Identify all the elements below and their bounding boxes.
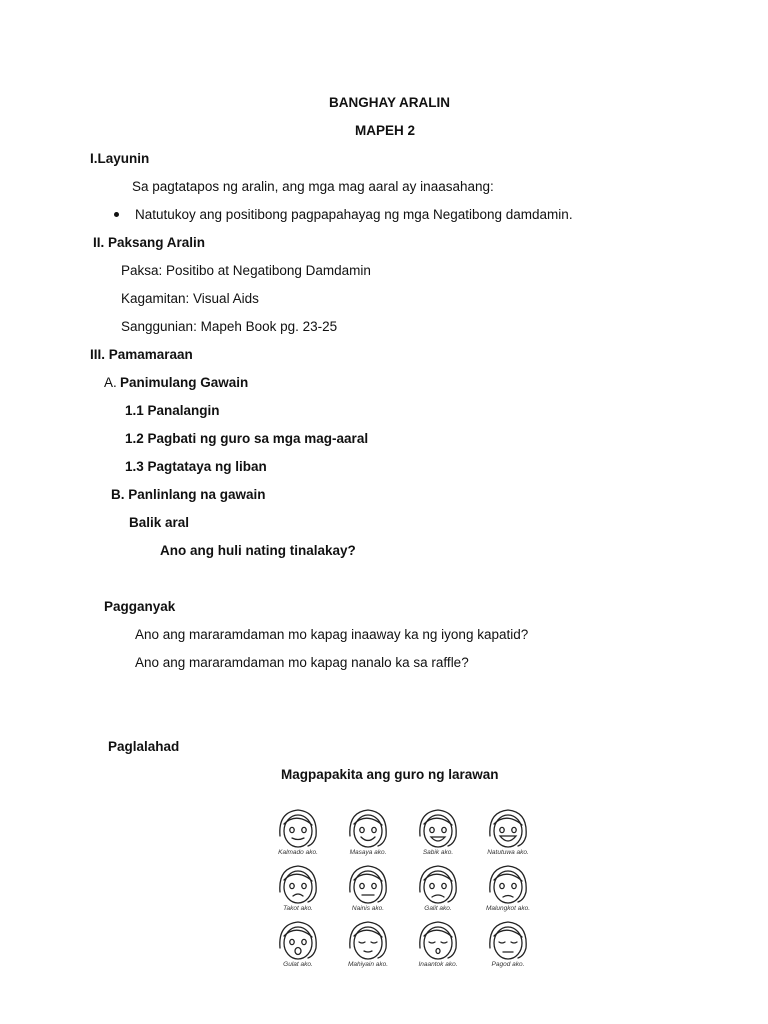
section-heading-layunin: I.Layunin — [90, 151, 150, 166]
emotion-caption: Masaya ako. — [349, 849, 387, 856]
pagganyak-question-1: Ano ang mararamdaman mo kapag inaaway ka ng iyong kapatid? — [135, 627, 529, 642]
emotion-caption: Takot ako. — [283, 905, 313, 912]
sanggunian-line: Sanggunian: Mapeh Book pg. 23-25 — [121, 319, 338, 334]
annoyed-face-icon — [334, 862, 402, 918]
angry-face-icon — [404, 862, 472, 918]
pagganyak-question-2: Ano ang mararamdaman mo kapag nanalo ka sa raffle? — [135, 655, 469, 670]
panimulang-gawain-heading: Panimulang Gawain — [120, 375, 249, 390]
balik-aral-heading: Balik aral — [129, 515, 190, 530]
step-pagtataya: 1.3 Pagtataya ng liban — [125, 459, 267, 474]
kagamitan-line: Kagamitan: Visual Aids — [121, 291, 259, 306]
sleepy-face-icon — [404, 918, 472, 974]
bullet-icon — [114, 212, 119, 217]
scared-face-icon — [264, 862, 332, 918]
section-heading-paksang-aralin: II. Paksang Aralin — [93, 235, 206, 250]
emotion-caption: Gulat ako. — [283, 961, 313, 968]
balik-aral-question: Ano ang huli nating tinalakay? — [160, 543, 356, 558]
section-heading-pamamaraan: III. Pamamaraan — [90, 347, 193, 362]
emotion-caption: Inaantok ako. — [418, 961, 458, 968]
shy-face-icon-drawing — [342, 918, 394, 962]
emotion-caption: Kalmado ako. — [278, 849, 318, 856]
paglalahad-text: Magpapakita ang guro ng larawan — [281, 767, 499, 782]
sad-face-icon-drawing — [482, 862, 534, 906]
happy-face-icon — [334, 806, 402, 862]
angry-face-icon-drawing — [412, 862, 464, 906]
emotion-caption: Nainis ako. — [351, 905, 385, 912]
surprised-face-icon — [264, 918, 332, 974]
emotion-caption: Mahiyain ako. — [347, 961, 389, 968]
laughing-face-icon-drawing — [482, 806, 534, 850]
shy-face-icon — [334, 918, 402, 974]
sleepy-face-icon-drawing — [412, 918, 464, 962]
calm-face-icon-drawing — [272, 806, 324, 850]
emotion-caption: Malungkot ako. — [485, 905, 531, 912]
laughing-face-icon — [474, 806, 542, 862]
document-subject: MAPEH 2 — [355, 123, 416, 138]
excited-face-icon — [404, 806, 472, 862]
excited-face-icon-drawing — [412, 806, 464, 850]
calm-face-icon — [264, 806, 332, 862]
sad-face-icon — [474, 862, 542, 918]
layunin-intro: Sa pagtatapos ng aralin, ang mga mag aaral ay inaasahang: — [132, 179, 494, 194]
list-marker-a: A. — [104, 375, 117, 390]
emotion-caption: Pagod ako. — [491, 961, 525, 968]
tired-face-icon — [474, 918, 542, 974]
layunin-bullet: Natutukoy ang positibong pagpapahayag ng mga Negatibong damdamin. — [135, 207, 573, 222]
emotion-faces-image — [264, 806, 536, 974]
step-pagbati: 1.2 Pagbati ng guro sa mga mag-aaral — [125, 431, 369, 446]
paglalahad-heading: Paglalahad — [108, 739, 180, 754]
paksa-line: Paksa: Positibo at Negatibong Damdamin — [121, 263, 371, 278]
annoyed-face-icon-drawing — [342, 862, 394, 906]
emotion-caption: Natutuwa ako. — [487, 849, 529, 856]
scared-face-icon-drawing — [272, 862, 324, 906]
pagganyak-heading: Pagganyak — [104, 599, 176, 614]
step-panalangin: 1.1 Panalangin — [125, 403, 220, 418]
surprised-face-icon-drawing — [272, 918, 324, 962]
emotion-caption: Sabik ako. — [422, 849, 454, 856]
panlinlang-heading: B. Panlinlang na gawain — [111, 487, 266, 502]
emotion-caption: Galit ako. — [424, 905, 452, 912]
document-title: BANGHAY ARALIN — [329, 95, 451, 110]
tired-face-icon-drawing — [482, 918, 534, 962]
happy-face-icon-drawing — [342, 806, 394, 850]
